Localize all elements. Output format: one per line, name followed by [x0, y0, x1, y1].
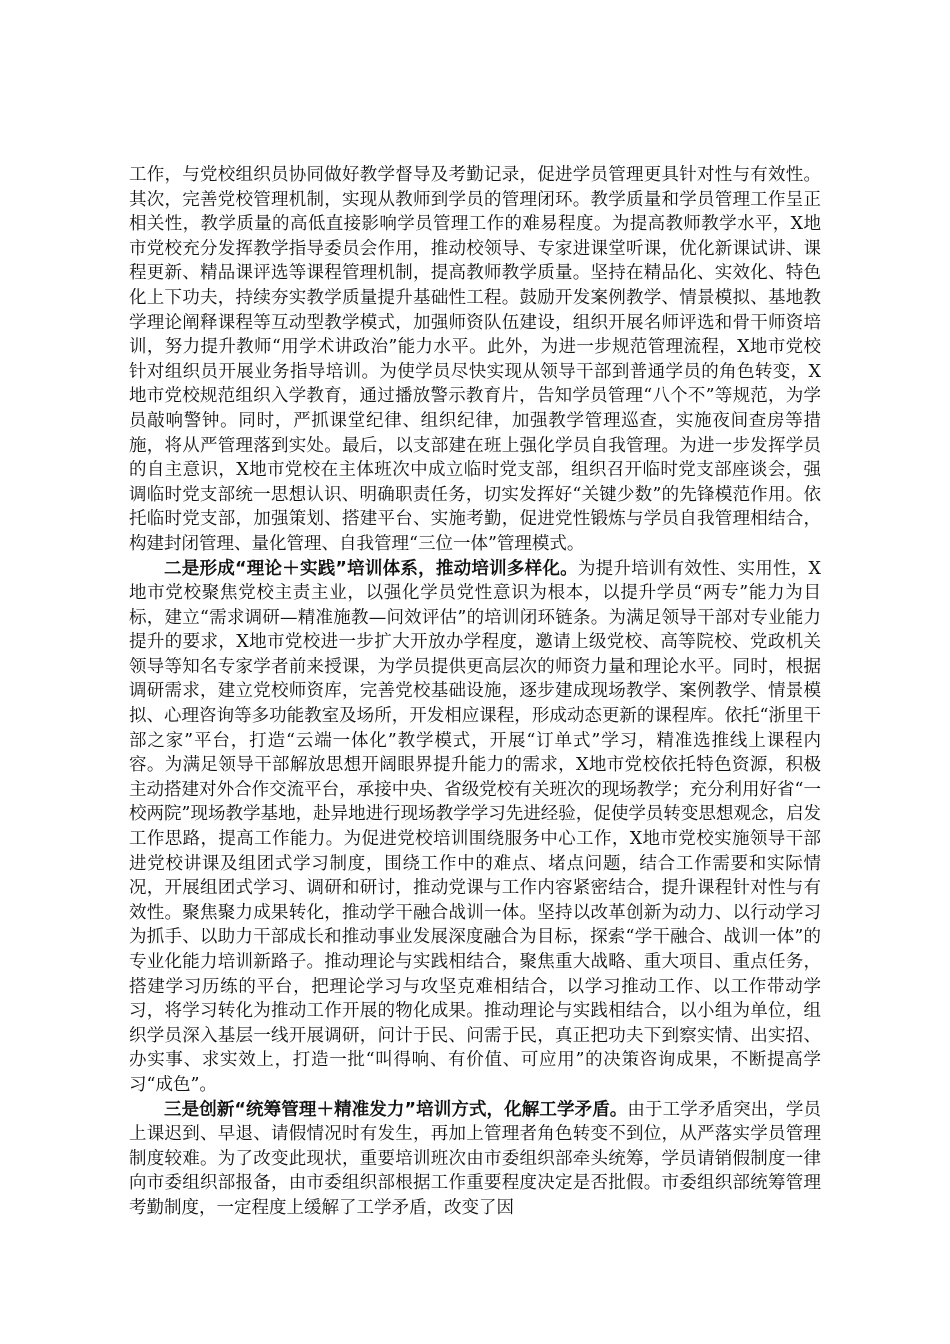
paragraph-1	[129, 163, 821, 557]
paragraph-3-text: 由于工学矛盾突出，学员上课迟到、早退、请假情况时有发生，再加上管理者角色转变不到位，从严落实学员管理制度较难。为了改变此现状，重要培训班次由市委组织部牵头统筹，学员请销假制度一律向市委组织部报备，由市委组织部根据工作重要程度决定是否批假。市委组织部统筹管理考勤制度，一定程度上缓解了工学矛盾，改变了因	[129, 1099, 821, 1218]
paragraph-2	[129, 557, 821, 1098]
paragraph-3	[129, 1098, 821, 1221]
paragraph-2-text: 为提升培训有效性、实用性，X地市党校聚焦党校主责主业，以强化学员党性意识为根本，以提升学员“两专”能力为目标，建立“需求调研—精准施教—问效评估”的培训闭环链条。为满足领导干部对专业能力提升的要求，X地市党校进一步扩大开放办学程度，邀请上级党校、高等院校、党政机关领导等知名专家学者前来授课，为学员提供更高层次的师资力量和理论水平。同时，根据调研需求，建立党校师资库，完善党校基础设施，逐步建成现场教学、案例教学、情景模拟、心理咨询等多功能教室及场所，开发相应课程，形成动态更新的课程库。依托“浙里干部之家”平台，打造“云端一体化”教学模式，开展“订单式”学习，精准选推线上课程内容。为满足领导干部解放思想开阔眼界提升能力的需求，X地市党校依托特色资源，积极主动搭建对外合作交流平台，承接中央、省级党校有关班次的现场教学；充分利用好省“一校两院”现场教学基地，赴异地进行现场教学学习先进经验，促使学员转变思想观念，启发工作思路，提高工作能力。为促进党校培训围绕服务中心工作，X地市党校实施领导干部进党校讲课及组团式学习制度，围绕工作中的难点、堵点问题，结合工作需要和实际情况，开展组团式学习、调研和研讨，推动党课与工作内容紧密结合，提升课程针对性与有效性。聚焦聚力成果转化，推动学干融合战训一体。坚持以改革创新为动力、以行动学习为抓手、以助力干部成长和推动事业发展深度融合为目标，探索“学干融合、战训一体”的专业化能力培训新路子。推动理论与实践相结合，聚焦重大战略、重大项目、重点任务，搭建学习历练的平台，把理论学习与攻坚克难相结合，以学习推动工作、以工作带动学习，将学习转化为推动工作开展的物化成果。推动理论与实践相结合，以小组为单位，组织学员深入基层一线开展调研，问计于民、问需于民，真正把功夫下到察实情、出实招、办实事、求实效上，打造一批“叫得响、有价值、可应用”的决策咨询成果，不断提高学习“成色”。	[129, 558, 821, 1095]
paragraph-2-lead: 二是形成“理论＋实践”培训体系，推动培训多样化。	[164, 558, 578, 579]
paragraph-3-lead: 三是创新“统筹管理＋精准发力”培训方式，化解工学矛盾。	[164, 1099, 628, 1120]
paragraph-1-text: 工作，与党校组织员协同做好教学督导及考勤记录，促进学员管理更具针对性与有效性。其次，完善党校管理机制，实现从教师到学员的管理闭环。教学质量和学员管理工作呈正相关性，教学质量的高低直接影响学员管理工作的难易程度。为提高教师教学水平，X地市党校充分发挥教学指导委员会作用，推动校领导、专家进课堂听课，优化新课试讲、课程更新、精品课评选等课程管理机制，提高教师教学质量。坚持在精品化、实效化、特色化上下功夫，持续夯实教学质量提升基础性工程。鼓励开发案例教学、情景模拟、基地教学理论阐释课程等互动型教学模式，加强师资队伍建设，组织开展名师评选和骨干师资培训，努力提升教师“用学术讲政治”能力水平。此外，为进一步规范管理流程，X地市党校针对组织员开展业务指导培训。为使学员尽快实现从领导干部到普通学员的角色转变，X地市党校规范组织入学教育，通过播放警示教育片，告知学员管理“八个不”等规范，为学员敲响警钟。同时，严抓课堂纪律、组织纪律，加强教学管理巡查，实施夜间查房等措施，将从严管理落到实处。最后，以支部建在班上强化学员自我管理。为进一步发挥学员的自主意识，X地市党校在主体班次中成立临时党支部，组织召开临时党支部座谈会，强调临时党支部统一思想认识、明确职责任务，切实发挥好“关键少数”的先锋模范作用。依托临时党支部，加强策划、搭建平台、实施考勤，促进党性锻炼与学员自我管理相结合，构建封闭管理、量化管理、自我管理“三位一体”管理模式。	[129, 165, 821, 554]
document-body	[129, 163, 821, 1221]
